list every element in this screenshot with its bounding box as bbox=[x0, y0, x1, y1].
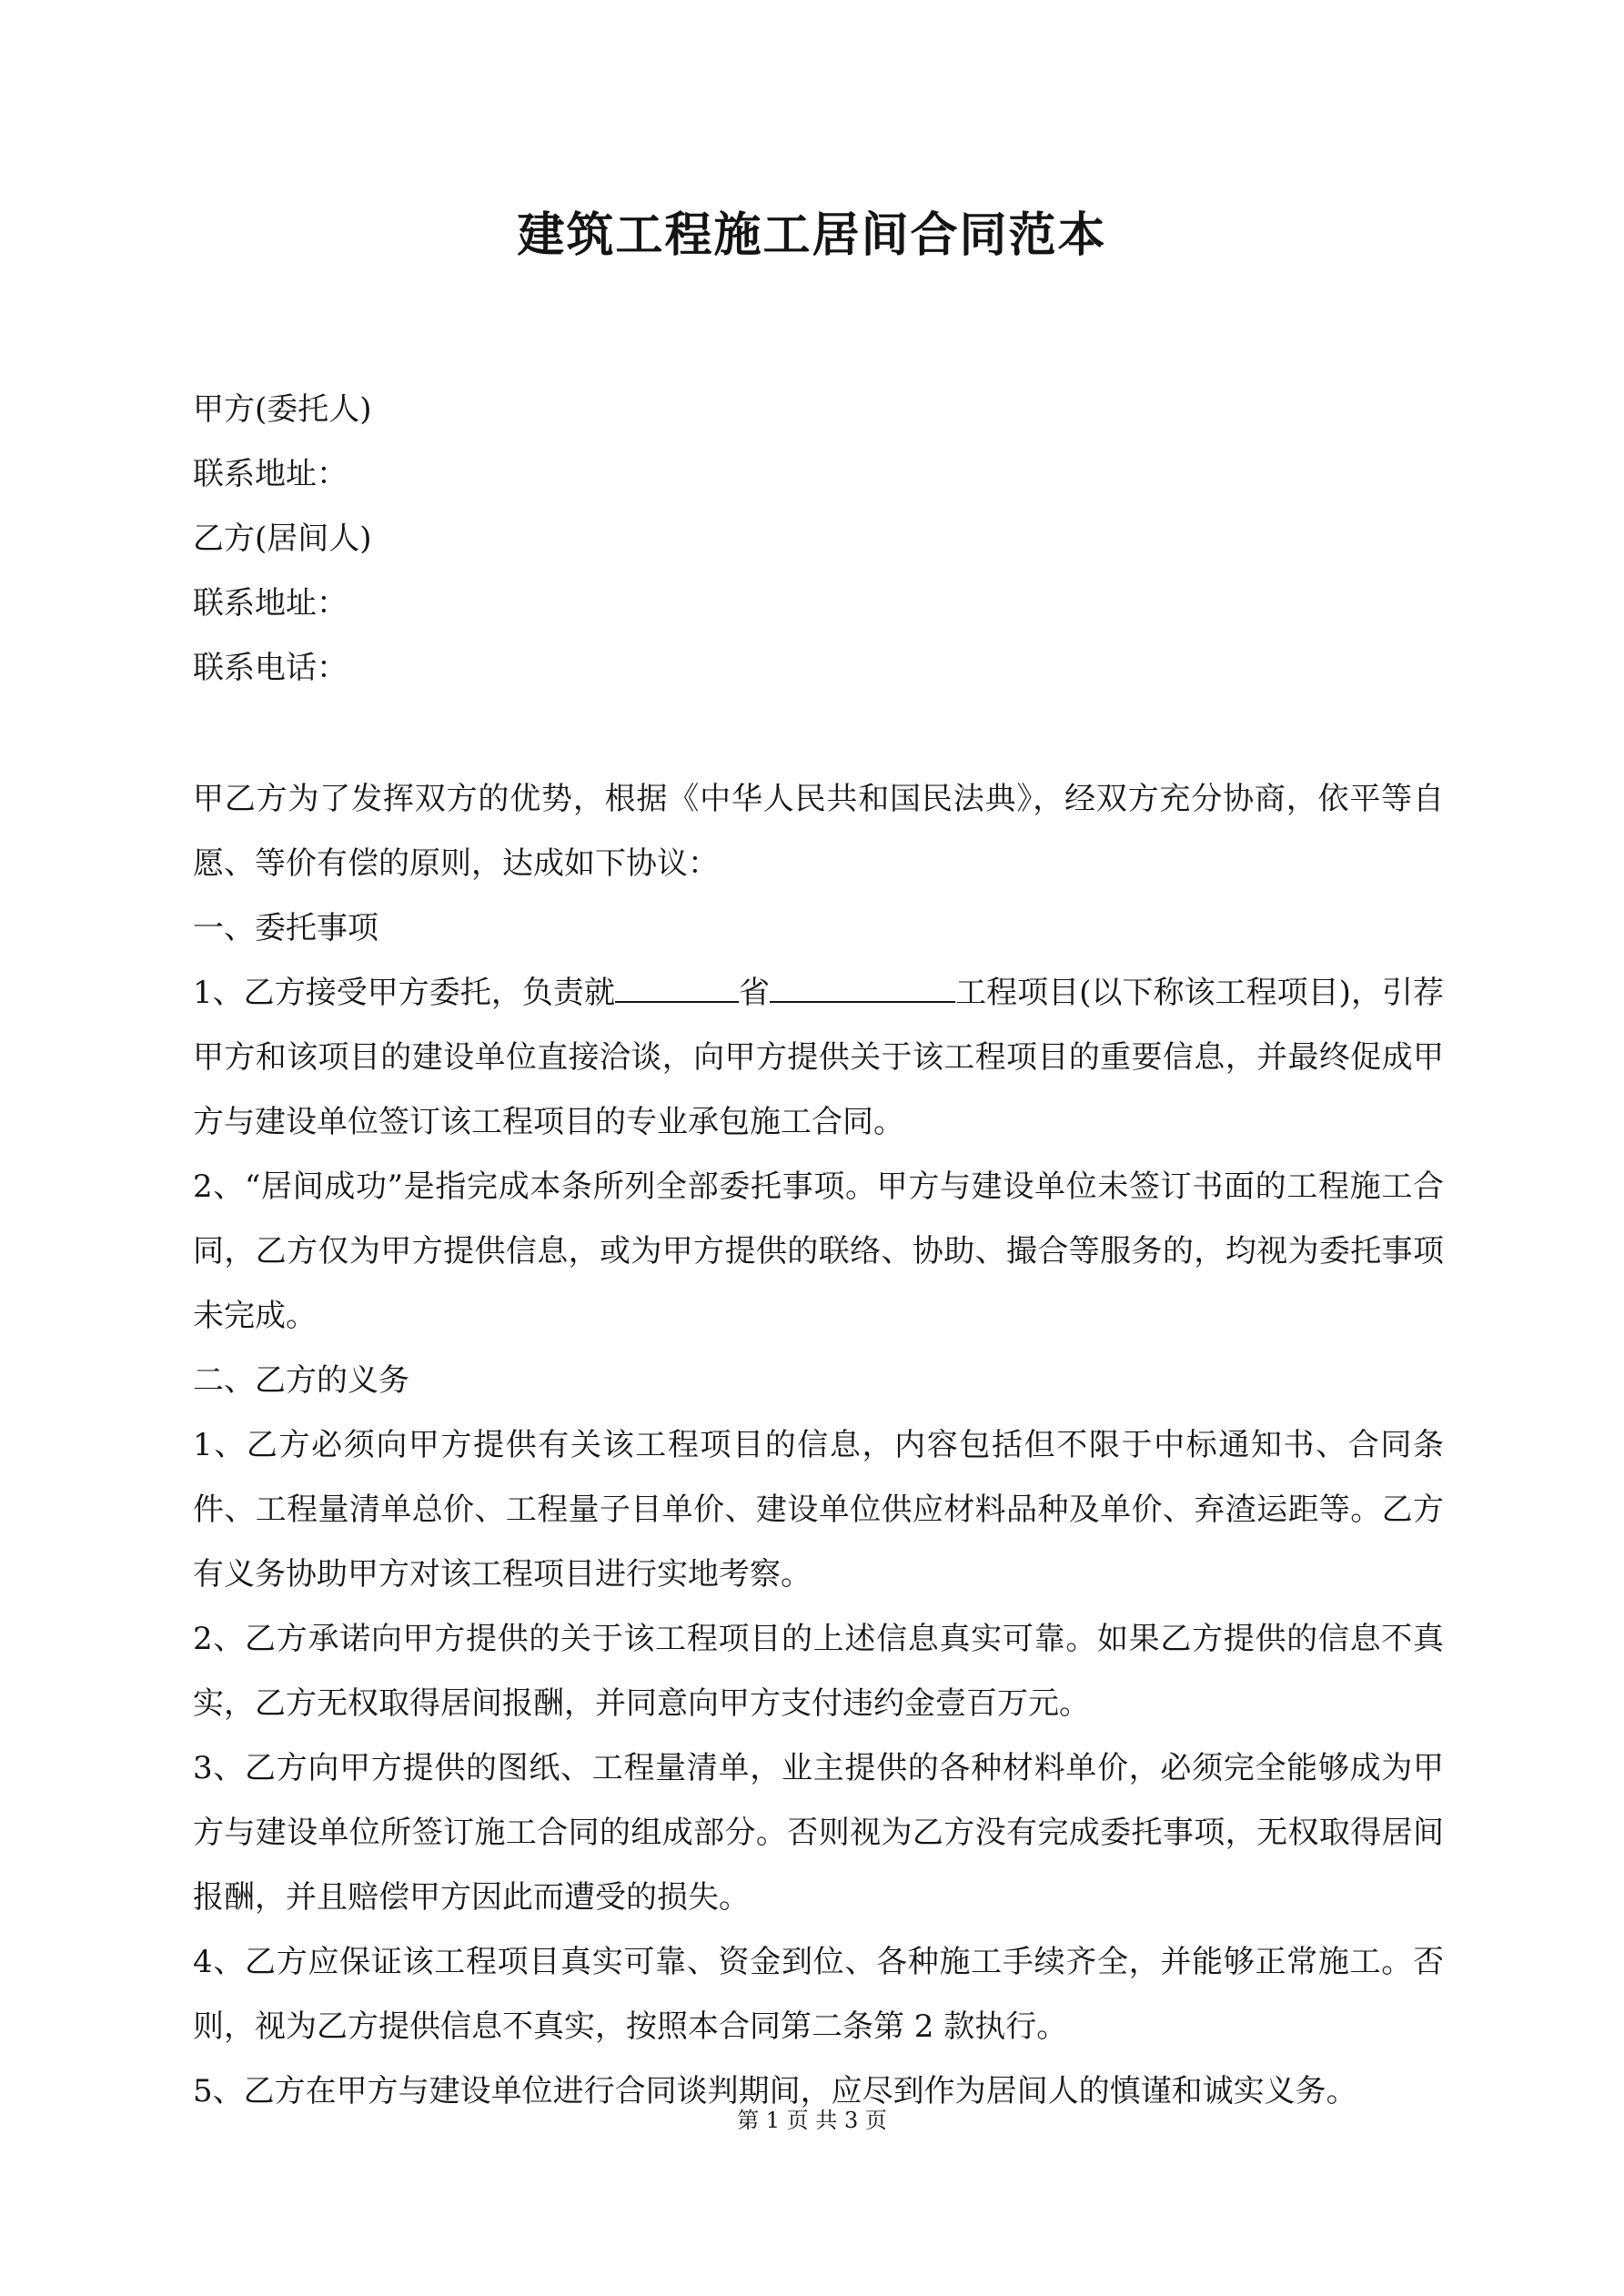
page-number-footer: 第 1 页 共 3 页 bbox=[737, 2108, 887, 2133]
party-b-phone-label: 联系电话： bbox=[193, 650, 348, 686]
section-2-heading: 二、乙方的义务 bbox=[193, 1362, 409, 1399]
section-2-item-4: 4、乙方应保证该工程项目真实可靠、资金到位、各种施工手续齐全，并能够正常施工。否则，视为乙方提供信息不真实，按照本合同第二条第 2 款执行。 bbox=[193, 1944, 1444, 2045]
intro-paragraph: 甲乙方为了发挥双方的优势，根据《中华人民共和国民法典》，经双方充分协商，依平等自愿、等价有偿的原则，达成如下协议： bbox=[193, 781, 1444, 882]
item-1-text-start: 1、乙方接受甲方委托，负责就 bbox=[193, 975, 615, 1011]
party-a-address-label: 联系地址： bbox=[193, 456, 348, 492]
party-info-block bbox=[193, 378, 1448, 701]
section-2-item-1: 1、乙方必须向甲方提供有关该工程项目的信息，内容包括但不限于中标通知书、合同条件、工程量清单总价、工程量子目单价、建设单位供应材料品种及单价、弃渣运距等。乙方有义务协助甲方对该工程项目进行实地考察。 bbox=[193, 1427, 1444, 1593]
section-2-item-2: 2、乙方承诺向甲方提供的关于该工程项目的上述信息真实可靠。如果乙方提供的信息不真实，乙方无权取得居间报酬，并同意向甲方支付违约金壹百万元。 bbox=[193, 1621, 1444, 1722]
section-2-item-3: 3、乙方向甲方提供的图纸、工程量清单，业主提供的各种材料单价，必须完全能够成为甲方与建设单位所签订施工合同的组成部分。否则视为乙方没有完成委托事项，无权取得居间报酬，并且赔偿甲方因此而遭受的损失。 bbox=[193, 1750, 1444, 1916]
party-b-label: 乙方(居间人) bbox=[193, 521, 372, 557]
party-a-label: 甲方(委托人) bbox=[193, 391, 372, 428]
party-b-address-label: 联系地址： bbox=[193, 585, 348, 622]
province-blank bbox=[615, 970, 739, 1003]
section-2-item-5: 5、乙方在甲方与建设单位进行合同谈判期间，应尽到作为居间人的慎谨和诚实义务。 bbox=[193, 2073, 1357, 2109]
project-name-blank bbox=[770, 970, 955, 1003]
section-1-item-2: 2、“居间成功”是指完成本条所列全部委托事项。甲方与建设单位未签订书面的工程施工合同，乙方仅为甲方提供信息，或为甲方提供的联络、协助、撮合等服务的，均视为委托事项未完成。 bbox=[193, 1168, 1444, 1334]
section-1-item-1 bbox=[193, 961, 1444, 1155]
item-1-text-end: 工程项目(以下称该工程项目)，引荐甲方和该项目的建设单位直接洽谈，向甲方提供关于该工程项目的重要信息，并最终促成甲方与建设单位签订该工程项目的专业承包施工合同。 bbox=[193, 975, 1445, 1140]
item-1-text-province: 省 bbox=[738, 975, 771, 1011]
contract-body bbox=[193, 767, 1444, 2124]
document-title: 建筑工程施工居间合同范本 bbox=[517, 207, 1107, 263]
section-1-heading: 一、委托事项 bbox=[193, 910, 378, 946]
